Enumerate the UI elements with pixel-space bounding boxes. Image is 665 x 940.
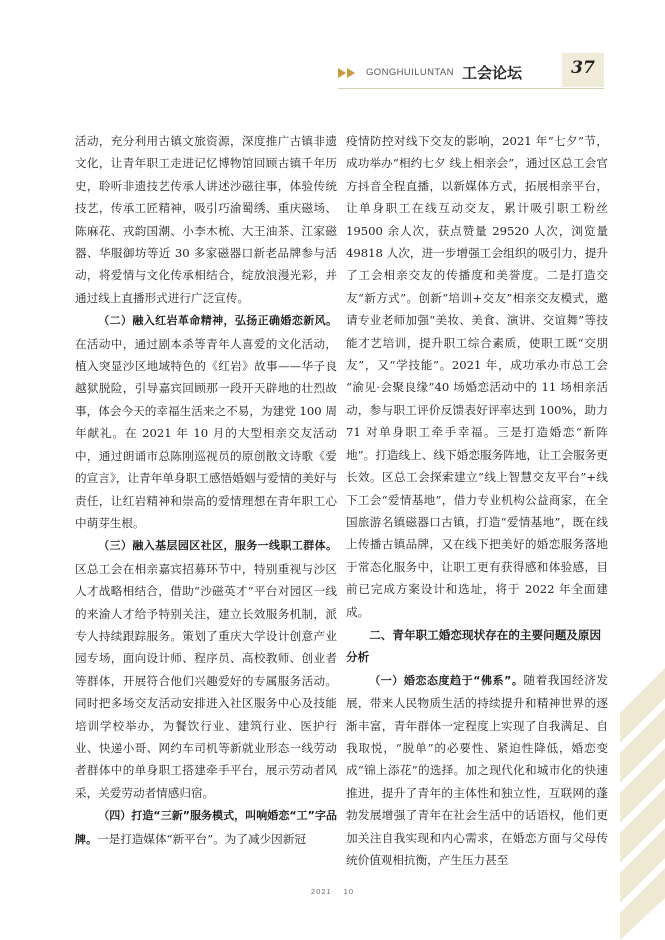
page-header	[0, 48, 665, 92]
subheading-lead: （一）婚恋态度趋于“佛系”。	[369, 673, 524, 687]
page-number: 37	[571, 58, 595, 78]
header-rule	[338, 88, 604, 89]
double-arrow-icon	[338, 68, 356, 78]
section-pinyin: GONGHUILUNTAN	[366, 67, 454, 78]
section-heading: 二、青年职工婚恋现状存在的主要问题及原因分析	[346, 627, 602, 665]
subheading-lead: （四）打造“三新”服务模式，叫响婚恋“工”字品牌。	[75, 809, 337, 846]
paragraph	[75, 804, 337, 851]
paragraph	[346, 669, 608, 872]
paragraph-body: 在活动中，通过剧本杀等青年人喜爱的文化活动，植入突显沙区地域特色的《红岩》故事——华子良越狱脱险，引导嘉宾回顾那一段开天辟地的壮烈故事，体会今天的幸福生活来之不易，为建党 100 周年献礼。在 2021 年 10 月的大型相亲交友活动中，通过朗诵市总陈刚巡视员的原创散文诗歌《爱的宣言》，让青年单身职工感悟婚姻与爱情的美好与责任，让红岩精神和崇高的爱情理想在青年职工心中萌芽生根。	[75, 336, 337, 530]
section-title: 工会论坛	[462, 64, 523, 82]
paragraph: 疫情防控对线下交友的影响，2021 年“七夕”节，成功举办“相约七夕 线上相亲会”，通过区总工会官方抖音全程直播，以新媒体方式，拓展相亲平台，让单身职工在线互动交友，累计吸引职工粉丝 19500 余人次，获点赞量 29520 人次，浏览量 49818 人次，进一步增强工会组织的吸引力，提升了工会相亲交友的传播度和美誉度。二是打造交友“新方式”。创新“培训+交友”相亲交友模式，邀请专业老师加强“美妆、美食、演讲、交谊舞”等技能才艺培训，提升职工综合素质，使职工既“交朋友”，又“学技能”。2021 年，成功承办市总工会 “渝见·会聚良缘”40 场婚恋活动中的 11 场相亲活动，参与职工评价反馈表好评率达到 100%，助力 71 对单身职工牵手幸福。三是打造婚恋“新阵地”。打造线上、线下婚恋服务阵地，让工会服务更长效。区总工会探索建立“线上智慧交友平台”+线下工会“爱情基地”，借力专业机构公益商家，在全国旅游名镇磁器口古镇，打造“爱情基地”，既在线上传播古镇品牌，又在线下把美好的婚恋服务落地于常态化服务中，让职工更有获得感和体验感，目前已完成方案设计和选址，将于 2022 年全面建成。	[346, 134, 608, 619]
right-column	[346, 130, 608, 871]
subheading-lead: （三）融入基层园区社区，服务一线职工群体。	[98, 539, 337, 553]
left-column	[75, 130, 337, 851]
paragraph	[75, 534, 337, 804]
paragraph: 活动，充分利用古镇文旅资源，深度推广古镇非遗文化，让青年职工走进记忆博物馆回顾古镇千年历史，聆听非遗技艺传承人讲述沙磁往事，体验传统技艺，传承工匠精神，吸引巧渝蜀绣、重庆磁场、陈麻花、戎韵国潮、小李木梳、大王油茶、江家磁器、华服御坊等近 30 多家磁器口新老品牌参与活动，将爱情与文化传承相结合，绽放浪漫光彩，并通过线上直播形式进行广泛宣传。	[75, 134, 337, 305]
subheading-lead: （二）融入红岩革命精神，弘扬正确婚恋新风。	[98, 314, 337, 328]
paragraph-body: 一是打造媒体“新平台”。为了减少因新冠	[97, 831, 306, 846]
paragraph	[75, 309, 337, 534]
decorative-stripes	[620, 668, 665, 940]
page-number-box	[562, 53, 604, 87]
footer-year: 2021	[310, 887, 332, 896]
footer-issue: 10	[343, 887, 355, 896]
paragraph-body: 区总工会在相亲嘉宾招募环节中，特别重视与沙区人才战略相结合，借助“沙磁英才”平台对园区一线的来渝人才给予特别关注，建立长效服务机制，派专人持续跟踪服务。策划了重庆大学设计创意产业园专场，面向设计师、程序员、高校教师、创业者等群体，开展符合他们兴趣爱好的专属服务活动。同时把多场交友活动安排进入社区服务中心及技能培训学校举办，为餐饮行业、建筑行业、医护行业、快递小哥、网约车司机等新就业形态一线劳动者群体中的单身职工搭建牵手平台，展示劳动者风采，关爱劳动者情感归宿。	[75, 561, 337, 800]
page-footer	[0, 887, 665, 896]
paragraph-body: 随着我国经济发展，带来人民物质生活的持续提升和精神世界的逐渐丰富，青年群体一定程度上实现了自我满足、自我取悦，“脱单”的必要性、紧迫性降低，婚恋变成“锦上添花”的选择。加之现代化和城市化的快速推进，提升了青年的主体性和独立性，互联网的蓬勃发展增强了青年在社会生活中的话语权，他们更加关注自我实现和内心需求，在婚恋方面与父母传统价值观相抗衡，产生压力甚至	[346, 672, 608, 867]
